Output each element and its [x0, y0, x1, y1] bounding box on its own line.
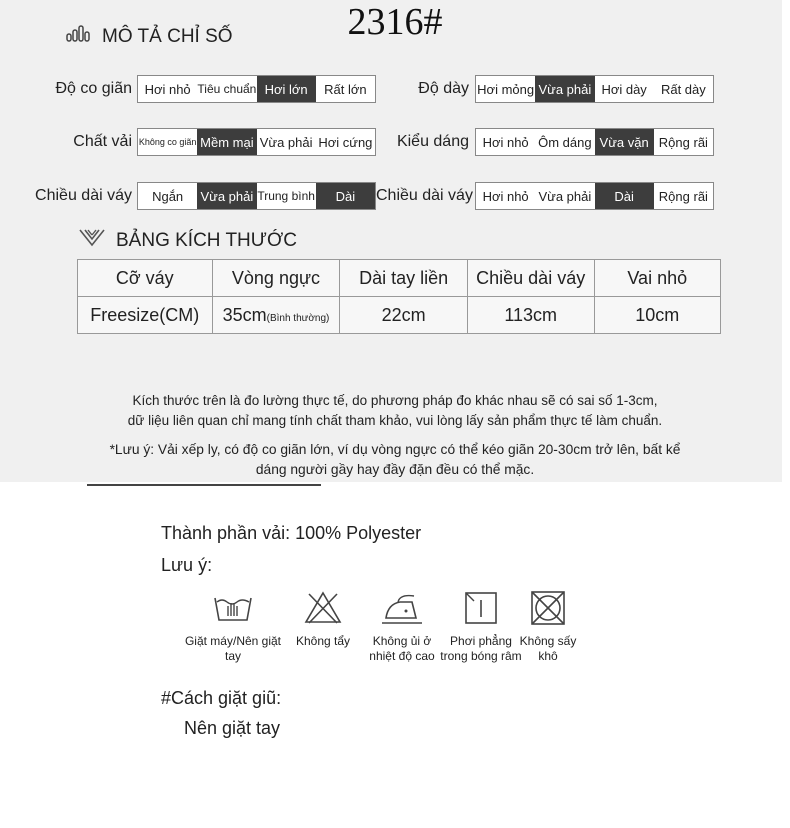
note-line: *Lưu ý: Vải xếp ly, có độ co giãn lớn, ví dụ vòng ngực có thể kéo giãn 20-30cm trở lên, bất kể: [109, 442, 681, 457]
measurement-note: [0, 391, 790, 431]
hand-wash-icon: [213, 590, 253, 626]
attr-label-dress-length: Chiều dài váy: [35, 187, 132, 204]
care-label: trong bóng râm: [440, 649, 522, 663]
table-cell-sleeve: 22cm: [340, 297, 467, 334]
care-label: Không ủi ở: [372, 634, 432, 648]
scale-option-selected: Vừa phải: [535, 76, 594, 102]
attr-label-thickness: Độ dày: [418, 80, 469, 97]
scale-option: Vừa phải: [259, 134, 313, 150]
note-line: Kích thước trên là đo lường thực tế, do phương pháp đo khác nhau sẽ có sai số 1-3cm,: [132, 393, 658, 408]
scale-dress-length-2: [475, 182, 714, 210]
scale-dress-length: [137, 182, 376, 210]
attr-label-fabric: Chất vải: [73, 133, 132, 150]
scale-option: Vừa phải: [538, 188, 592, 204]
product-code: 2316#: [347, 1, 443, 43]
scale-option: Hơi cứng: [318, 134, 373, 150]
table-header-cell: Dài tay liền: [340, 260, 467, 297]
scale-option: Hơi nhỏ: [482, 134, 529, 150]
bust-note: (Bình thường): [266, 312, 330, 324]
divider: [87, 484, 321, 486]
care-label: Không tẩy: [295, 634, 351, 648]
scale-option-selected: Hơi lớn: [257, 76, 316, 102]
table-header-row: [78, 260, 721, 297]
scale-option: Hơi nhỏ: [482, 188, 529, 204]
scale-option: Hơi mỏng: [477, 81, 535, 97]
care-item-hand-wash: [183, 590, 283, 664]
no-iron-high-heat-icon: [380, 590, 424, 626]
care-label: nhiệt độ cao: [369, 649, 435, 663]
size-chart-section-title: [78, 227, 297, 254]
elasticity-note: [0, 440, 790, 480]
fabric-composition: Thành phần vải: 100% Polyester: [161, 523, 422, 543]
size-chart-title: BẢNG KÍCH THƯỚC: [116, 229, 298, 251]
scale-option: Rộng rãi: [658, 134, 708, 150]
care-label: Phơi phẳng: [450, 634, 512, 648]
table-cell-bust: [212, 297, 340, 334]
table-header-cell: Cỡ váy: [78, 260, 213, 297]
table-header-cell: Chiều dài váy: [467, 260, 594, 297]
care-title: Lưu ý:: [161, 555, 213, 575]
care-item-no-tumble-dry: [498, 590, 598, 664]
table-header-cell: Vai nhỏ: [594, 260, 721, 297]
no-bleach-icon: [303, 590, 343, 626]
care-label: khô: [538, 649, 558, 663]
bust-value: 35cm: [222, 304, 267, 325]
table-cell-shoulder: 10cm: [594, 297, 721, 334]
attr-label-elasticity: Độ co giãn: [55, 80, 132, 97]
scale-fabric: [137, 128, 376, 156]
scale-elasticity: [137, 75, 376, 103]
scale-option: Rất dày: [660, 81, 706, 97]
scale-option-selected: Dài: [595, 183, 654, 209]
bar-chart-icon: [66, 24, 92, 49]
scale-option: Không co giãn: [138, 137, 197, 147]
diamond-icon: [78, 227, 106, 254]
table-cell-length: 113cm: [467, 297, 594, 334]
scale-option: Ôm dáng: [538, 134, 592, 150]
care-label: Không sấy: [519, 634, 577, 648]
scale-option: Trung bình: [257, 189, 315, 203]
description-title: MÔ TẢ CHỈ SỐ: [102, 25, 233, 47]
size-table: [77, 259, 721, 334]
scale-option: Tiêu chuẩn: [197, 82, 257, 96]
no-tumble-dry-icon: [528, 590, 568, 626]
scale-thickness: [475, 75, 714, 103]
note-line: dáng người gầy hay đầy đặn đều có thể mặc.: [255, 462, 535, 477]
scale-option: Hơi dày: [601, 81, 647, 97]
attr-label-dress-length-2: Chiều dài váy: [376, 187, 473, 204]
scale-option-selected: Dài: [316, 183, 375, 209]
care-label: Giặt máy/Nên giặt: [184, 634, 282, 648]
scale-option: Rộng rãi: [658, 188, 708, 204]
table-cell-size: Freesize(CM): [78, 297, 213, 334]
table-row: [78, 297, 721, 334]
care-label: tay: [224, 649, 241, 663]
scale-option: Ngắn: [152, 188, 184, 204]
dry-in-shade-icon: [461, 590, 501, 626]
scale-option-selected: Mềm mại: [197, 129, 256, 155]
scale-fit: [475, 128, 714, 156]
scale-option: Hơi nhỏ: [144, 81, 191, 97]
attr-label-fit: Kiểu dáng: [396, 133, 469, 150]
scale-option-selected: Vừa phải: [197, 183, 256, 209]
wash-text: Nên giặt tay: [184, 718, 281, 738]
wash-title: #Cách giặt giũ:: [161, 688, 282, 708]
note-line: dữ liệu liên quan chỉ mang tính chất tham khảo, vui lòng lấy sản phẩm thực tế làm chuẩn.: [127, 413, 663, 428]
scale-option-selected: Vừa vặn: [595, 129, 654, 155]
description-section-title: [66, 24, 233, 49]
scale-option: Rất lớn: [324, 81, 367, 97]
table-header-cell: Vòng ngực: [212, 260, 340, 297]
